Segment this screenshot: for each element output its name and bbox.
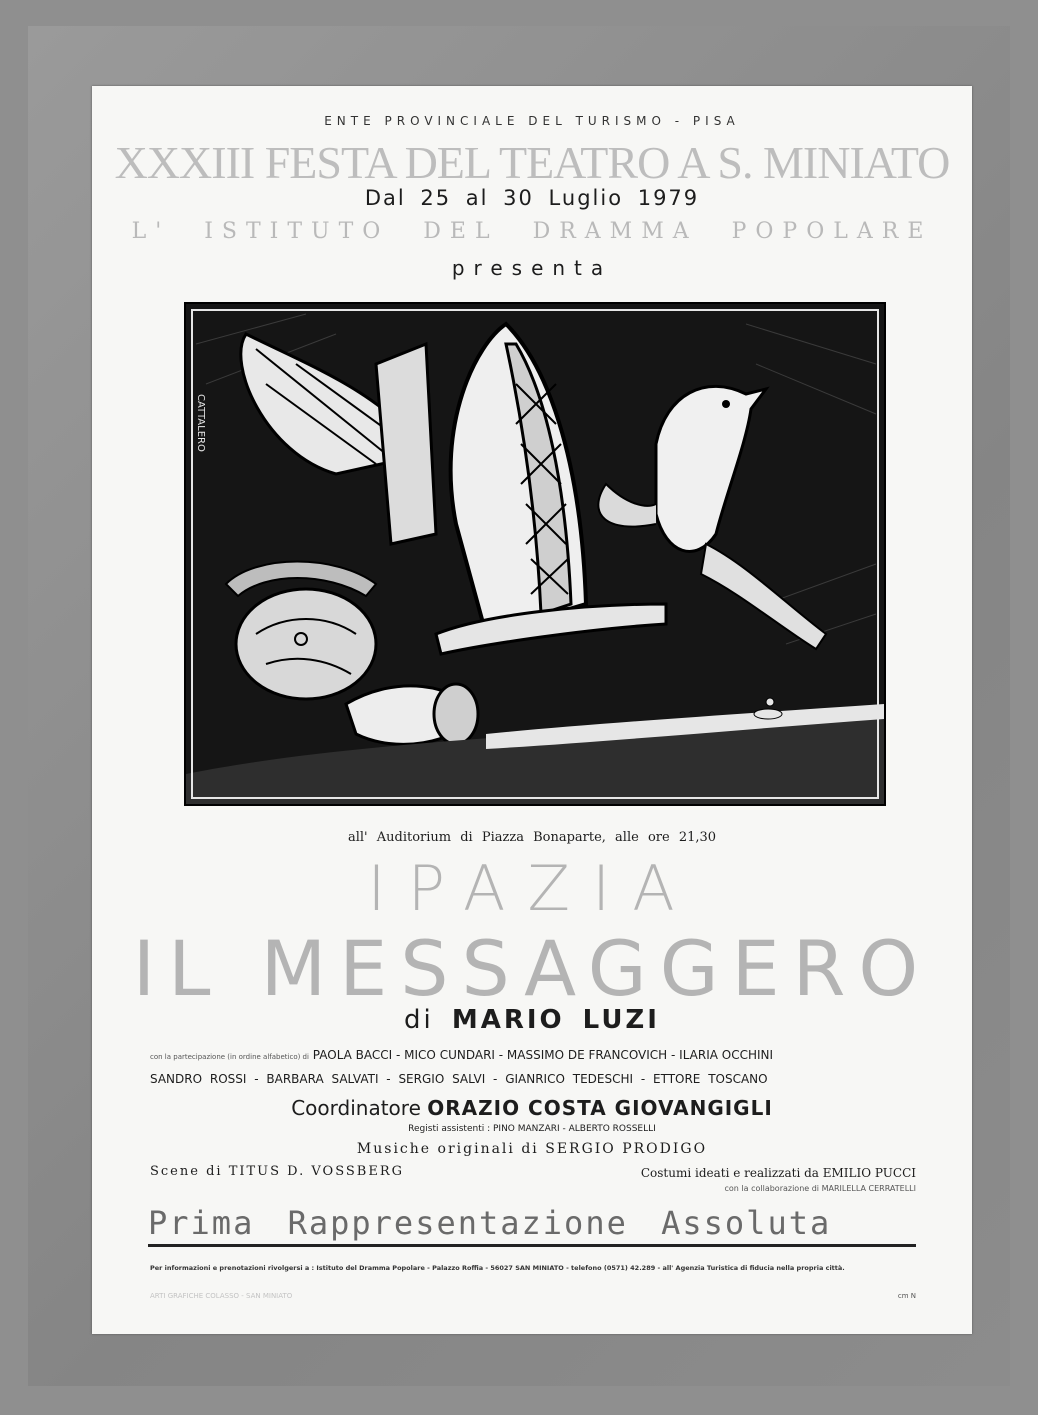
musiche-line: Musiche originali di SERGIO PRODIGO — [356, 1141, 708, 1157]
registi-line: Registi assistenti : PINO MANZARI - ALBERTO ROSSELLI — [408, 1124, 656, 1134]
cast-intro: con la partecipazione (in ordine alfabetico) di — [150, 1053, 309, 1061]
cast-row-2: SANDRO ROSSI - BARBARA SALVATI - SERGIO SALVI - GIANRICO TEDESCHI - ETTORE TOSCANO — [150, 1072, 768, 1086]
presenta-line: presenta — [451, 256, 613, 280]
cast-names-1: PAOLA BACCI - MICO CUNDARI - MASSIMO DE FRANCOVICH - ILARIA OCCHINI — [312, 1048, 774, 1062]
woodcut-illustration — [184, 302, 886, 806]
print-code: cm N — [897, 1292, 916, 1300]
costumi-credit: Costumi ideati e realizzati da EMILIO PUCCI — [640, 1166, 916, 1180]
play-title-ipazia: IPAZIA — [367, 852, 697, 925]
venue-line: all' Auditorium di Piazza Bonaparte, alle ore 21,30 — [347, 830, 717, 845]
coordinator-name: ORAZIO COSTA GIOVANGIGLI — [427, 1096, 773, 1120]
coordinator-label: Coordinatore — [291, 1096, 421, 1120]
author-name: MARIO LUZI — [451, 1005, 660, 1035]
play-title-messaggero: IL MESSAGGERO — [132, 924, 932, 1013]
booking-info: Per informazioni e prenotazioni rivolgersi a : Istituto del Dramma Popolare - Palazzo Roffia - 56027 SAN MINIATO - telefono (0571) 42.289 - all' Agenzia Turistica di fiducia nella propria città. — [150, 1264, 845, 1272]
author-line — [92, 1005, 972, 1035]
collaboration-credit: con la collaborazione di MARILELLA CERRATELLI — [724, 1184, 916, 1193]
festival-dates: Dal 25 al 30 Luglio 1979 — [364, 186, 700, 210]
scene-credit: Scene di TITUS D. VOSSBERG — [150, 1164, 405, 1179]
artist-signature: CATTALERO — [195, 394, 206, 452]
printer-credit: ARTI GRAFICHE COLASSO - SAN MINIATO — [150, 1292, 293, 1300]
cast-row-1 — [150, 1048, 920, 1062]
coordinator-line — [92, 1096, 972, 1120]
face-shape — [236, 589, 376, 699]
theatre-poster — [92, 86, 972, 1334]
ente-header: ENTE PROVINCIALE DEL TURISMO - PISA — [324, 114, 740, 128]
istituto-line: L' ISTITUTO DEL DRAMMA POPOLARE — [131, 219, 933, 244]
festival-title: XXXIII FESTA DEL TEATRO A S. MINIATO — [114, 137, 950, 188]
prima-rappresentazione: Prima Rappresentazione Assoluta — [148, 1204, 916, 1247]
author-prefix: di — [404, 1005, 434, 1035]
